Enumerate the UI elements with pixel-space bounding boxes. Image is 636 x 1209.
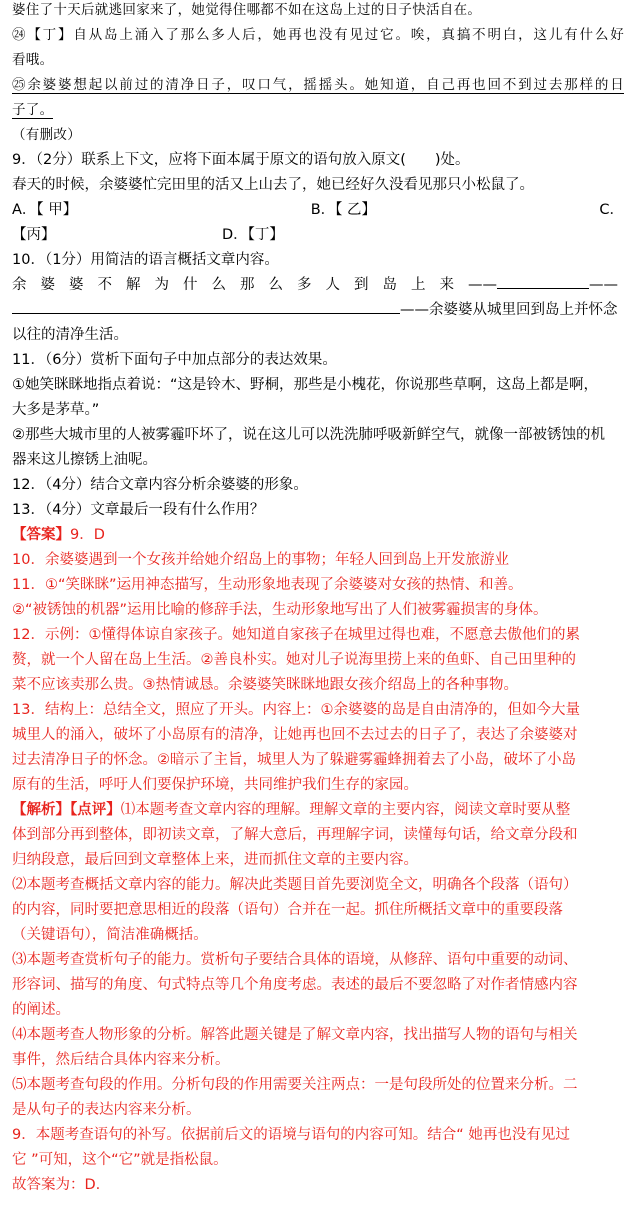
- analysis-5-line-2: 是从句子的表达内容来分析。: [12, 1102, 201, 1118]
- question-9: 9．（2分）联系上下文，应将下面本属于原文的语句放入原文( )处。: [12, 152, 470, 168]
- answer-10: 10．余婆婆遇到一个女孩并给她介绍岛上的事物；年轻人回到岛上开发旅游业: [12, 552, 509, 568]
- analysis-5: ⑸本题考查句段的作用。分析句段的作用需要关注两点：一是句段所处的位置来分析。二: [12, 1077, 578, 1093]
- analysis-2: ⑵本题考查概括文章内容的能力。解决此类题目首先要浏览全文，明确各个段落（语句）: [12, 877, 578, 893]
- analysis-2-line-3: （关键语句），简洁准确概括。: [12, 927, 208, 943]
- answer-blank: [12, 313, 400, 314]
- analysis-3-line-3: 的阐述。: [12, 1002, 70, 1018]
- question-11-sentence-2: ②那些大城市里的人被雾霾吓坏了，说在这儿可以洗洗肺呼吸新鲜空气，就像一部被锈蚀的机: [12, 427, 605, 443]
- dash: ——: [468, 277, 497, 293]
- analysis-1-text: ⑴本题考查文章内容的理解。理解文章的主要内容，阅读文章时要从整: [120, 802, 571, 818]
- answer-tag: 【答案】: [12, 527, 70, 543]
- question-11-sentence-1: ①她笑眯眯地指点着说：“这是铃木、野桐，那些是小槐花，你说那些草啊，这岛上都是啊，: [12, 377, 599, 393]
- answer-12-1: 12．示例：①懂得体谅自家孩子。她知道自家孩子在城里过得也难，不愿意去傲他们的累: [12, 627, 580, 643]
- analysis-1-line-3: 归纳段意，最后回到文章整体上来，进而抓住文章的主要内容。: [12, 852, 418, 868]
- analysis-1: [12, 801, 624, 819]
- answer-blank: [497, 288, 589, 289]
- question-10-line-1: [12, 276, 624, 294]
- analysis-9: 9．本题考查语句的补写。依据前后文的语境与语句的内容可知。结合“ 她再也没有见过: [12, 1127, 570, 1143]
- underlined-text: ㉕余婆婆想起以前过的清净日子，叹口气，摇摇头。她知道，自己再也回不到过去那样的日: [12, 77, 624, 93]
- option-a: A．【 甲】: [12, 202, 78, 218]
- option-c: C．: [599, 202, 624, 218]
- answer-9: [12, 526, 624, 544]
- analysis-tag: 【解析】【点评】: [12, 802, 121, 818]
- answer-13-4: 原有的生活，呼吁人们要保护环境，共同维护我们生存的家园。: [12, 777, 418, 793]
- option-d: D．【丁】: [222, 227, 284, 243]
- dash: ——: [589, 277, 618, 293]
- question-11: 11．（6分）赏析下面句子中加点部分的表达效果。: [12, 352, 337, 368]
- passage-line: 婆住了十天后就逃回家来了，她觉得住哪都不如在这岛上过的日子快活自在。: [12, 2, 482, 18]
- question-10-line-2: [12, 301, 624, 319]
- analysis-3: ⑶本题考查赏析句子的能力。赏析句子要结合具体的语境，从修辞、语句中重要的动词、: [12, 952, 578, 968]
- option-c-label: 【丙】: [12, 227, 56, 243]
- analysis-3-line-2: 形容词、描写的角度、句式特点等几个角度考虑。表述的最后不要忽略了对作者情感内容: [12, 977, 578, 993]
- question-11-sentence-1b: 大多是茅草。”: [12, 402, 100, 418]
- analysis-9-line-2: 它 ”可知，这个“它”就是指松鼠。: [12, 1152, 228, 1168]
- question-10-line-3: 以往的清净生活。: [12, 327, 128, 343]
- paragraph-25-line-1: [12, 76, 624, 94]
- answer-11-1: 11．①“笑眯眯”运用神态描写，生动形象地表现了余婆婆对女孩的热情、和善。: [12, 577, 523, 593]
- answer-12-3: 菜不应该卖那么贵。③热情诚恳。余婆婆笑眯眯地跟女孩介绍岛上的各种事物。: [12, 677, 518, 693]
- underlined-text: 子了。: [12, 102, 54, 118]
- paragraph-25-line-2: [12, 101, 624, 119]
- question-10-text: 余婆婆不解为什么那么多人到岛上来: [12, 277, 468, 293]
- analysis-4: ⑷本题考查人物形象的分析。解答此题关键是了解文章内容，找出描写人物的语句与相关: [12, 1027, 578, 1043]
- answer-9-text: 9．D: [70, 527, 105, 543]
- question-12: 12．（4分）结合文章内容分析余婆婆的形象。: [12, 477, 308, 493]
- question-10: 10．（1分）用简洁的语言概括文章内容。: [12, 252, 279, 268]
- question-9-options-2: [12, 226, 624, 244]
- answer-12-2: 赘，就一个人留在岛上生活。②善良朴实。她对儿子说海里捞上来的鱼虾、自己田里种的: [12, 652, 576, 668]
- paragraph-24-line-2: 看哦。: [12, 52, 54, 68]
- answer-13-1: 13．结构上：总结全文，照应了开头。内容上：①余婆婆的岛是自由清净的，但如今大量: [12, 702, 580, 718]
- analysis-4-line-2: 事件，然后结合具体内容来分析。: [12, 1052, 230, 1068]
- answer-13-2: 城里人的涌入，破坏了小岛原有的清净，让她再也回不去过去的日子了，表达了余婆婆对: [12, 727, 578, 743]
- final-answer: 故答案为：D.: [12, 1177, 101, 1193]
- paragraph-24-line-1: ㉔【丁】自从岛上涌入了那么多人后，她再也没有见过它。唉，真搞不明白，这儿有什么好: [12, 27, 624, 43]
- question-11-sentence-2b: 器来这儿擦锈上油呢。: [12, 452, 157, 468]
- answer-13-3: 过去清净日子的怀念。②暗示了主旨，城里人为了躲避雾霾蜂拥着去了小岛，破坏了小岛: [12, 752, 576, 768]
- option-b: B．【 乙】: [310, 202, 376, 218]
- analysis-2-line-2: 的内容，同时要把意思相近的段落（语句）合并在一起。抓住所概括文章中的重要段落: [12, 902, 563, 918]
- question-13: 13．（4分）文章最后一段有什么作用？: [12, 502, 265, 518]
- analysis-1-line-2: 体到部分再到整体，即初读文章，了解大意后，再理解字词，读懂每句话，给文章分段和: [12, 827, 578, 843]
- answer-11-2: ②“被锈蚀的机器”运用比喻的修辞手法，生动形象地写出了人们被雾霾损害的身体。: [12, 602, 548, 618]
- source-note: （有删改）: [12, 127, 81, 143]
- question-9-sentence: 春天的时候，余婆婆忙完田里的活又上山去了，她已经好久没看见那只小松鼠了。: [12, 177, 534, 193]
- question-9-options: [12, 201, 624, 219]
- question-10-tail: ——余婆婆从城里回到岛上并怀念: [400, 302, 618, 318]
